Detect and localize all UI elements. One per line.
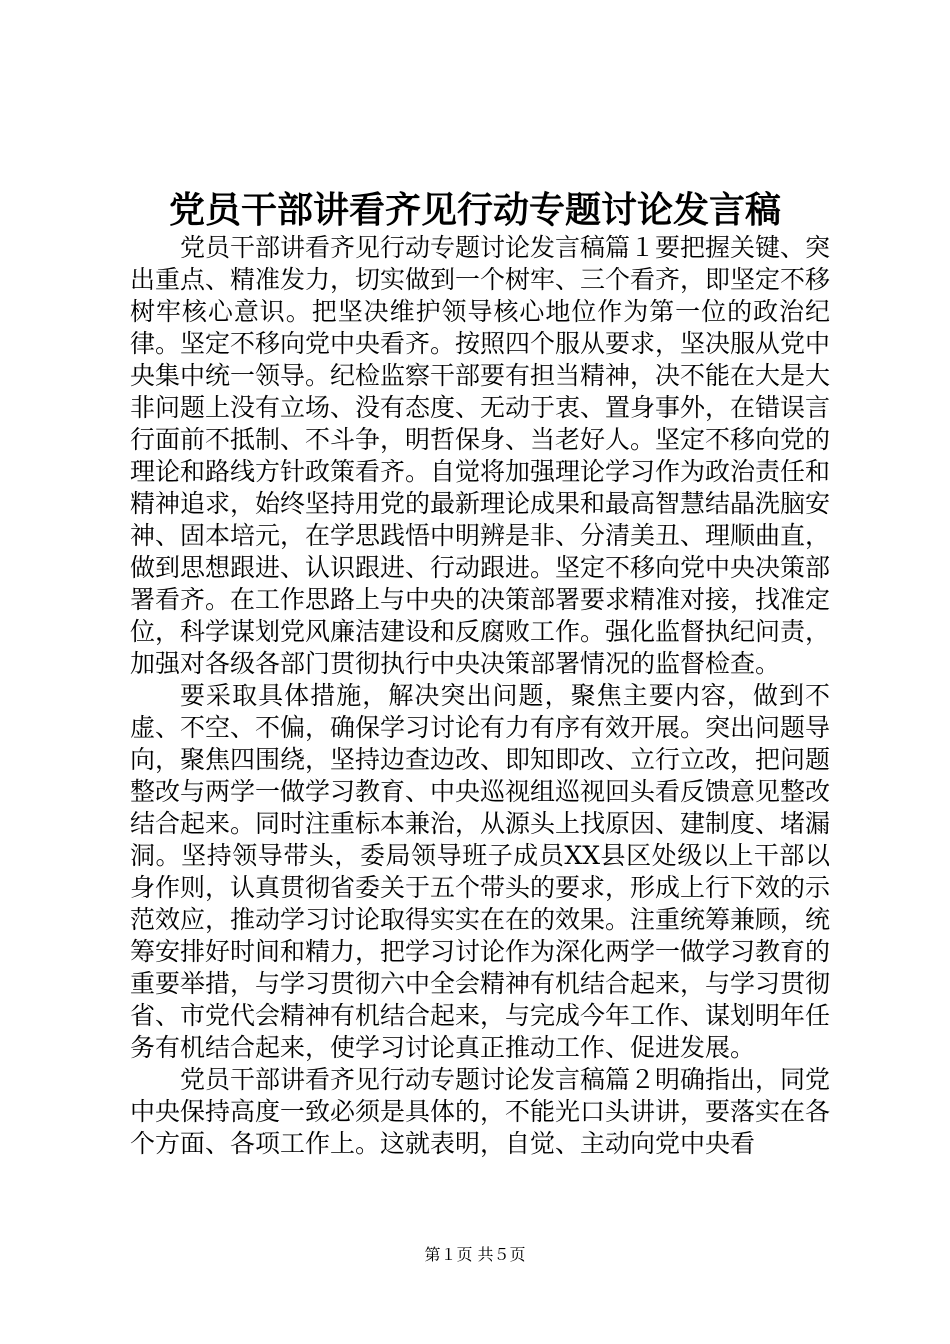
paragraph-1: 党员干部讲看齐见行动专题讨论发言稿篇１要把握关键、突出重点、精准发力，切实做到一个树牢、三个看齐，即坚定不移树牢核心意识。把坚决维护领导核心地位作为第一位的政治纪律。坚定不移向党中央看齐。按照四个服从要求，坚决服从党中央集中统一领导。纪检监察干部要有担当精神，决不能在大是大非问题上没有立场、没有态度、无动于衷、置身事外，在错误言行面前不抵制、不斗争，明哲保身、当老好人。坚定不移向党的理论和路线方针政策看齐。自觉将加强理论学习作为政治责任和精神追求，始终坚持用党的最新理论成果和最高智慧结晶洗脑安神、固本培元，在学思践悟中明辨是非、分清美丑、理顺曲直，做到思想跟进、认识跟进、行动跟进。坚定不移向党中央决策部署看齐。在工作思路上与中央的决策部署要求精准对接，找准定位，科学谋划党风廉洁建设和反腐败工作。强化监督执纪问责，加强对各级各部门贯彻执行中央决策部署情况的监督检查。 (130, 233, 831, 678)
paragraph-2: 要采取具体措施，解决突出问题，聚焦主要内容，做到不虚、不空、不偏，确保学习讨论有力有序有效开展。突出问题导向，聚焦四围绕，坚持边查边改、即知即改、立行立改，把问题整改与两学一做学习教育、中央巡视组巡视回头看反馈意见整改结合起来。同时注重标本兼治，从源头上找原因、建制度、堵漏洞。坚持领导带头，委局领导班子成员XX县区处级以上干部以身作则，认真贯彻省委关于五个带头的要求，形成上行下效的示范效应，推动学习讨论取得实实在在的效果。注重统筹兼顾，统筹安排好时间和精力，把学习讨论作为深化两学一做学习教育的重要举措，与学习贯彻六中全会精神有机结合起来，与学习贯彻省、市党代会精神有机结合起来，与完成今年工作、谋划明年任务有机结合起来，使学习讨论真正推动工作、促进发展。 (130, 681, 831, 1062)
document-body (130, 232, 830, 1160)
paragraph-3: 党员干部讲看齐见行动专题讨论发言稿篇２明确指出，同党中央保持高度一致必须是具体的，不能光口头讲讲，要落实在各个方面、各项工作上。这就表明，自觉、主动向党中央看 (130, 1065, 831, 1158)
page-title: 党员干部讲看齐见行动专题讨论发言稿 (168, 189, 781, 231)
page-number-footer: 第１页 共５页 (424, 1245, 526, 1264)
